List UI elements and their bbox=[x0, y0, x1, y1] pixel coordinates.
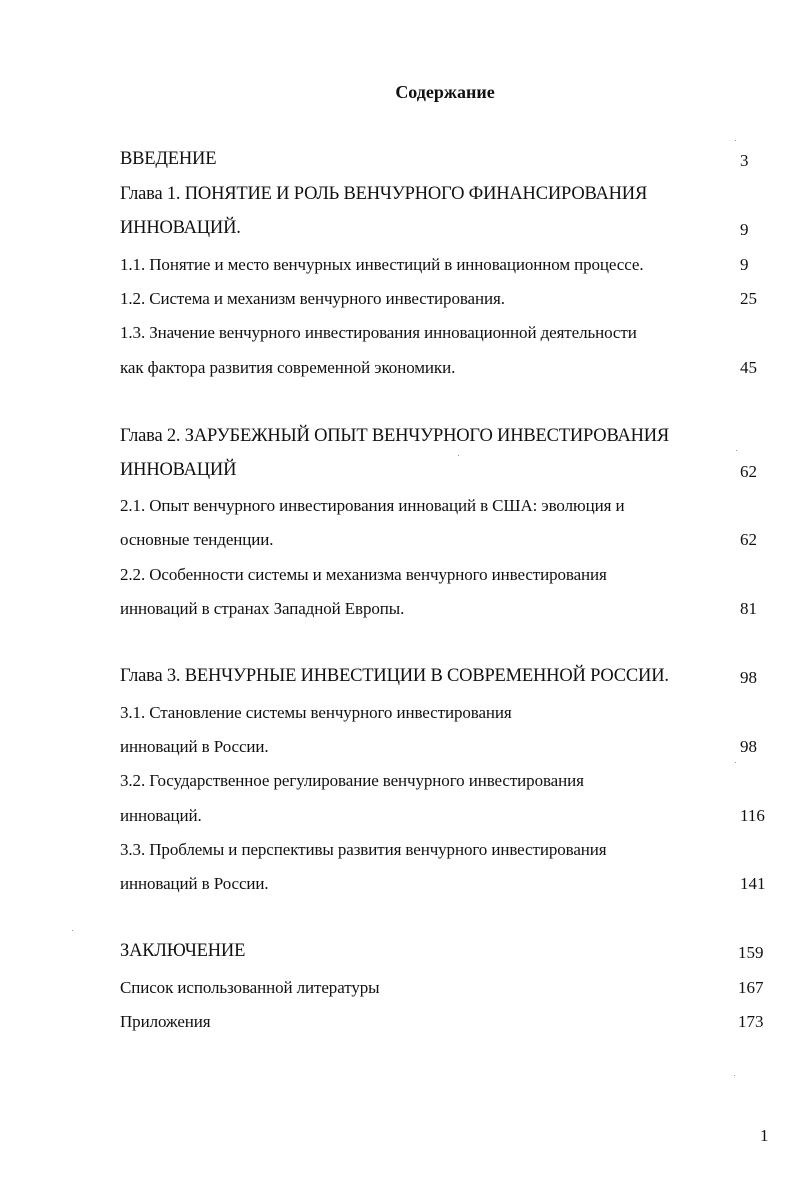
toc-entry-section-3-1-line1: 3.1. Становление системы венчурного инвестирования bbox=[120, 703, 512, 722]
toc-entry-section-2-2-line1: 2.2. Особенности системы и механизма венчурного инвестирования bbox=[120, 565, 607, 584]
toc-entry-conclusion: ЗАКЛЮЧЕНИЕ bbox=[120, 941, 246, 961]
toc-entry-section-2-1-line1: 2.1. Опыт венчурного инвестирования инноваций в США: эволюция и bbox=[120, 496, 625, 515]
toc-entry-intro: ВВЕДЕНИЕ bbox=[120, 149, 217, 169]
toc-page-intro: 3 bbox=[740, 151, 749, 170]
toc-entry-section-3-3-line2: инноваций в России. bbox=[120, 874, 269, 893]
toc-entry-section-3-2-line2: инноваций. bbox=[120, 806, 202, 825]
toc-entry-section-3-1-line2: инноваций в России. bbox=[120, 737, 269, 756]
toc-page-section-3-1: 98 bbox=[740, 737, 757, 756]
toc-entry-chapter1-line1: Глава 1. ПОНЯТИЕ И РОЛЬ ВЕНЧУРНОГО ФИНАНСИРОВАНИЯ bbox=[120, 184, 648, 204]
toc-entry-references: Список использованной литературы bbox=[120, 978, 380, 997]
scan-speck bbox=[734, 1075, 735, 1076]
toc-page-conclusion: 159 bbox=[738, 943, 764, 962]
toc-page-appendices: 173 bbox=[738, 1012, 764, 1031]
toc-entry-section-1-1: 1.1. Понятие и место венчурных инвестиций в инновационном процессе. bbox=[120, 255, 644, 274]
toc-page-section-3-3: 141 bbox=[740, 874, 766, 893]
toc-entry-chapter3: Глава 3. ВЕНЧУРНЫЕ ИНВЕСТИЦИИ В СОВРЕМЕННОЙ РОССИИ. bbox=[120, 666, 669, 686]
toc-page-section-1-1: 9 bbox=[740, 255, 749, 274]
toc-entry-section-1-3-line1: 1.3. Значение венчурного инвестирования инновационной деятельности bbox=[120, 323, 637, 342]
toc-entry-appendices: Приложения bbox=[120, 1012, 211, 1031]
scan-speck bbox=[458, 455, 459, 456]
page-title: Содержание bbox=[395, 82, 495, 102]
toc-page-references: 167 bbox=[738, 978, 764, 997]
toc-page-chapter1: 9 bbox=[740, 220, 749, 239]
scan-speck bbox=[735, 762, 736, 763]
scan-speck bbox=[72, 930, 73, 931]
toc-entry-section-3-2-line1: 3.2. Государственное регулирование венчурного инвестирования bbox=[120, 771, 584, 790]
toc-entry-section-1-2: 1.2. Система и механизм венчурного инвестирования. bbox=[120, 289, 505, 308]
scan-speck bbox=[736, 450, 737, 451]
toc-page-chapter3: 98 bbox=[740, 668, 757, 687]
toc-page-section-1-3: 45 bbox=[740, 358, 757, 377]
toc-entry-section-1-3-line2: как фактора развития современной экономики. bbox=[120, 358, 456, 377]
page-number: 1 bbox=[760, 1126, 769, 1145]
toc-page-section-1-2: 25 bbox=[740, 289, 757, 308]
toc-entry-chapter2-line2: ИННОВАЦИЙ bbox=[120, 460, 237, 480]
toc-page-section-2-1: 62 bbox=[740, 530, 757, 549]
toc-page-section-2-2: 81 bbox=[740, 599, 757, 618]
toc-entry-chapter2-line1: Глава 2. ЗАРУБЕЖНЫЙ ОПЫТ ВЕНЧУРНОГО ИНВЕСТИРОВАНИЯ bbox=[120, 426, 670, 446]
toc-entry-section-3-3-line1: 3.3. Проблемы и перспективы развития венчурного инвестирования bbox=[120, 840, 607, 859]
toc-entry-chapter1-line2: ИННОВАЦИЙ. bbox=[120, 218, 241, 238]
toc-entry-section-2-2-line2: инноваций в странах Западной Европы. bbox=[120, 599, 405, 618]
toc-entry-section-2-1-line2: основные тенденции. bbox=[120, 530, 274, 549]
scan-speck bbox=[735, 140, 736, 141]
toc-page-chapter2: 62 bbox=[740, 462, 757, 481]
toc-page-section-3-2: 116 bbox=[740, 806, 765, 825]
